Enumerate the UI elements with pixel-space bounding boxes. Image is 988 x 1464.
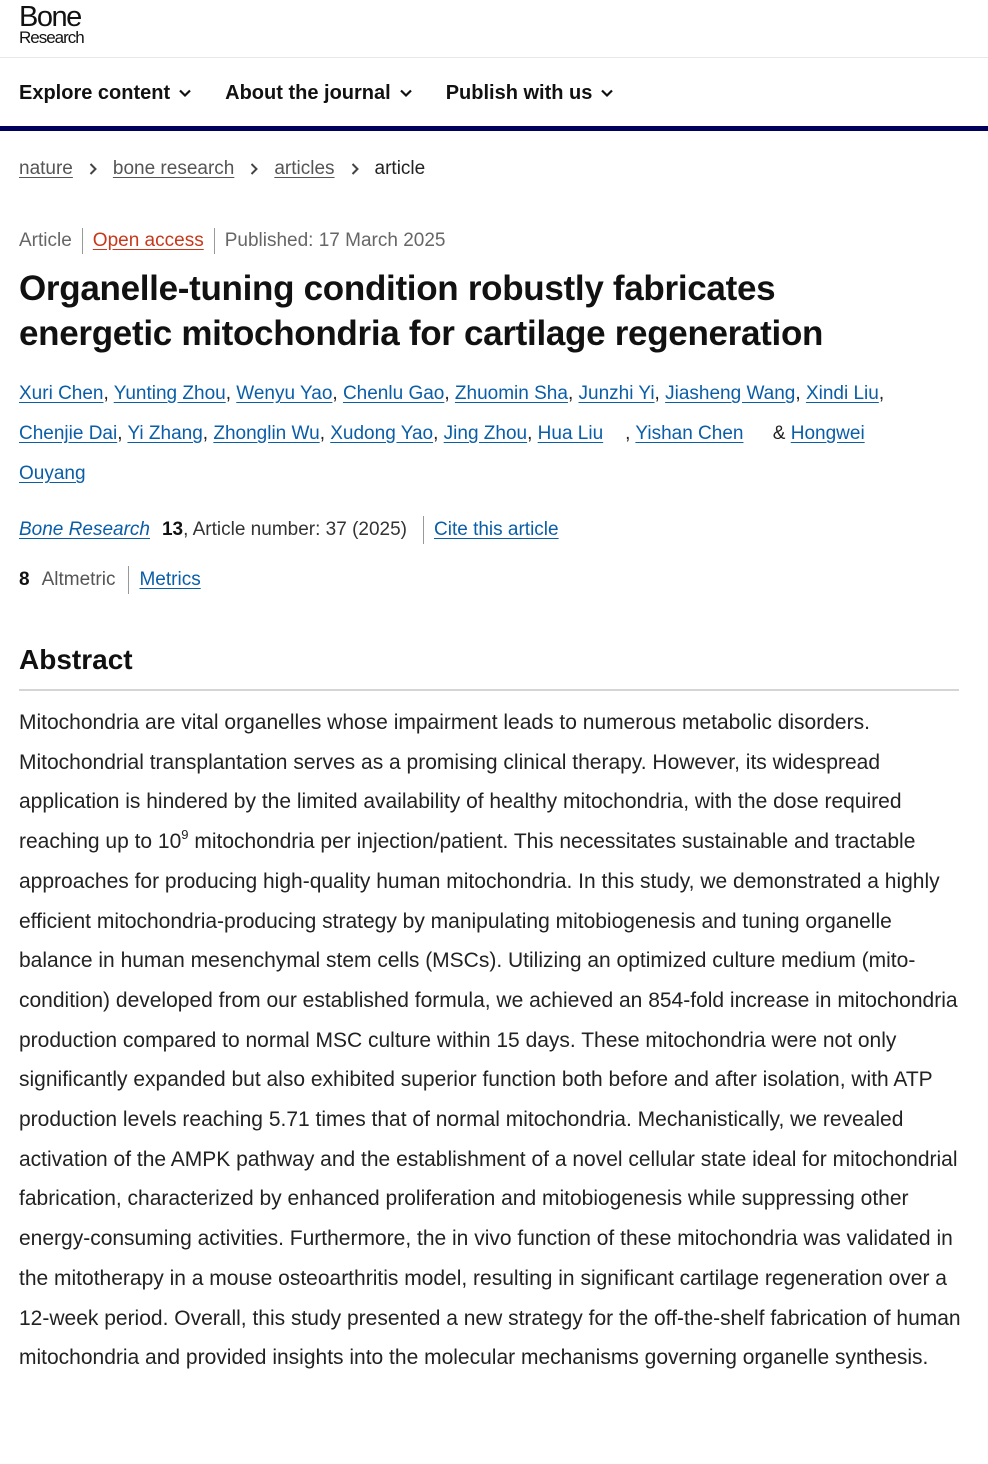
chevron-right-icon bbox=[88, 162, 98, 176]
logo-line-2: Research bbox=[19, 28, 84, 47]
title-line-1: Organelle-tuning condition robustly fabricates bbox=[19, 269, 776, 308]
author-last-part-1: Hongwei bbox=[790, 423, 865, 444]
chevron-right-icon bbox=[350, 162, 360, 176]
citation-divider bbox=[423, 516, 424, 544]
nav-accent-bar bbox=[0, 126, 988, 131]
author-last-part-2: Ouyang bbox=[19, 463, 86, 484]
chevron-down-icon bbox=[399, 86, 413, 100]
altmetric-value: 8 bbox=[19, 569, 30, 590]
author-link[interactable]: Zhuomin Sha bbox=[454, 383, 568, 404]
nav-item-label: About the journal bbox=[225, 81, 391, 104]
author-link[interactable]: Yunting Zhou bbox=[113, 383, 226, 404]
article-meta bbox=[19, 228, 445, 254]
metrics-link[interactable]: Metrics bbox=[139, 569, 201, 590]
author-link[interactable]: Jing Zhou bbox=[443, 423, 528, 444]
meta-divider bbox=[214, 228, 215, 254]
breadcrumb-nature[interactable]: nature bbox=[19, 158, 73, 179]
author-link[interactable]: Xudong Yao bbox=[330, 423, 434, 444]
header-divider bbox=[0, 57, 988, 58]
author-link[interactable]: Hua Liu bbox=[537, 423, 604, 444]
journal-volume: 13 bbox=[161, 519, 184, 540]
breadcrumb-current: article bbox=[374, 158, 426, 179]
chevron-down-icon bbox=[600, 86, 614, 100]
author-link[interactable]: Xindi Liu bbox=[805, 383, 879, 404]
article-type: Article bbox=[19, 230, 72, 251]
author-link[interactable]: Jiasheng Wang bbox=[665, 383, 796, 404]
title-line-2: energetic mitochondria for cartilage regeneration bbox=[19, 314, 824, 353]
metrics-divider bbox=[128, 566, 129, 594]
author-link[interactable]: Wenyu Yao bbox=[236, 383, 333, 404]
nav-about-journal[interactable] bbox=[225, 82, 413, 105]
abstract-heading: Abstract bbox=[19, 644, 133, 675]
chevron-right-icon bbox=[249, 162, 259, 176]
author-link[interactable]: Yi Zhang bbox=[127, 423, 203, 444]
abstract-text bbox=[19, 703, 964, 1378]
abstract-text-part-2: mitochondria per injection/patient. This necessitates sustainable and tractable approaches for producing high-quality human mitochondria. In this study, we demonstrated a highly efficient mitochondria-producing strategy by manipulating mitobiogenesis and tuning organelle balance in human mesenchymal stem cells (MSCs). Utilizing an optimized culture medium (mito-condition) developed from our established formula, we achieved an 854-fold increase in mitochondria production compared to normal MSC culture within 15 days. These mitochondria were not only significantly expanded but also exhibited superior function both before and after isolation, with ATP production levels reaching 5.71 times that of normal mitochondria. Mechanistically, we revealed activation of the AMPK pathway and the establishment of a novel cellular state ideal for mitochondrial fabrication, characterized by enhanced proliferation and mitobiogenesis while suppressing other energy-consuming activities. Furthermore, the in vivo function of these mitochondria was validated in the mitotherapy in a mouse osteoarthritis model, resulting in significant cartilage regeneration over a 12-week period. Overall, this study presented a new strategy for the off-the-shelf fabrication of human mitochondria and provided insights into the molecular mechanisms governing organelle synthesis. bbox=[19, 830, 961, 1370]
journal-logo[interactable] bbox=[19, 1, 139, 48]
author-ampersand: & bbox=[772, 423, 786, 444]
author-link[interactable]: Xuri Chen bbox=[19, 383, 104, 404]
nav-publish-with-us[interactable] bbox=[446, 82, 615, 105]
main-nav bbox=[19, 78, 647, 108]
breadcrumb bbox=[19, 158, 425, 180]
chevron-down-icon bbox=[178, 86, 192, 100]
author-list: Xuri Chen, Yunting Zhou, Wenyu Yao, Chenlu Gao, Zhuomin Sha, Junzhi Yi, Jiasheng Wang, Xindi Liu, Chenjie Dai, Yi Zhang, Zhonglin Wu, Xudong Yao, Jing Zhou, Hua Liu , Yishan Chen & Hongwei Ouyang bbox=[19, 383, 885, 484]
nav-explore-content[interactable] bbox=[19, 82, 192, 105]
citation-line bbox=[19, 516, 559, 544]
meta-divider bbox=[82, 228, 83, 254]
published-date: Published: 17 March 2025 bbox=[224, 230, 446, 251]
cite-article-link[interactable]: Cite this article bbox=[434, 519, 559, 540]
author-link[interactable]: Chenjie Dai bbox=[19, 423, 118, 444]
author-link[interactable]: Yishan Chen bbox=[635, 423, 744, 444]
logo-line-1: Bone bbox=[19, 1, 81, 33]
breadcrumb-bone-research[interactable]: bone research bbox=[112, 158, 235, 179]
abstract-text-part-1: Mitochondria are vital organelles whose impairment leads to numerous metabolic disorders. Mitochondrial transplantation serves as a promising clinical therapy. However, its widespread application is hindered by the limited availability of healthy mitochondria, with the dose required reaching up to 10 bbox=[19, 711, 902, 854]
article-title bbox=[19, 266, 959, 356]
nav-item-label: Publish with us bbox=[445, 81, 593, 104]
nav-item-label: Explore content bbox=[19, 81, 171, 104]
breadcrumb-articles[interactable]: articles bbox=[274, 158, 335, 179]
citation-details: , Article number: 37 (2025) bbox=[183, 519, 407, 540]
journal-link[interactable]: Bone Research bbox=[19, 519, 150, 540]
author-link[interactable]: Junzhi Yi bbox=[578, 383, 655, 404]
metrics-line bbox=[19, 566, 201, 594]
author-link[interactable]: Zhonglin Wu bbox=[213, 423, 320, 444]
author-link[interactable]: Chenlu Gao bbox=[342, 383, 445, 404]
abstract-superscript: 9 bbox=[181, 827, 189, 843]
altmetric-label: Altmetric bbox=[41, 569, 116, 590]
open-access-link[interactable]: Open access bbox=[92, 230, 204, 251]
abstract-divider bbox=[19, 689, 959, 691]
